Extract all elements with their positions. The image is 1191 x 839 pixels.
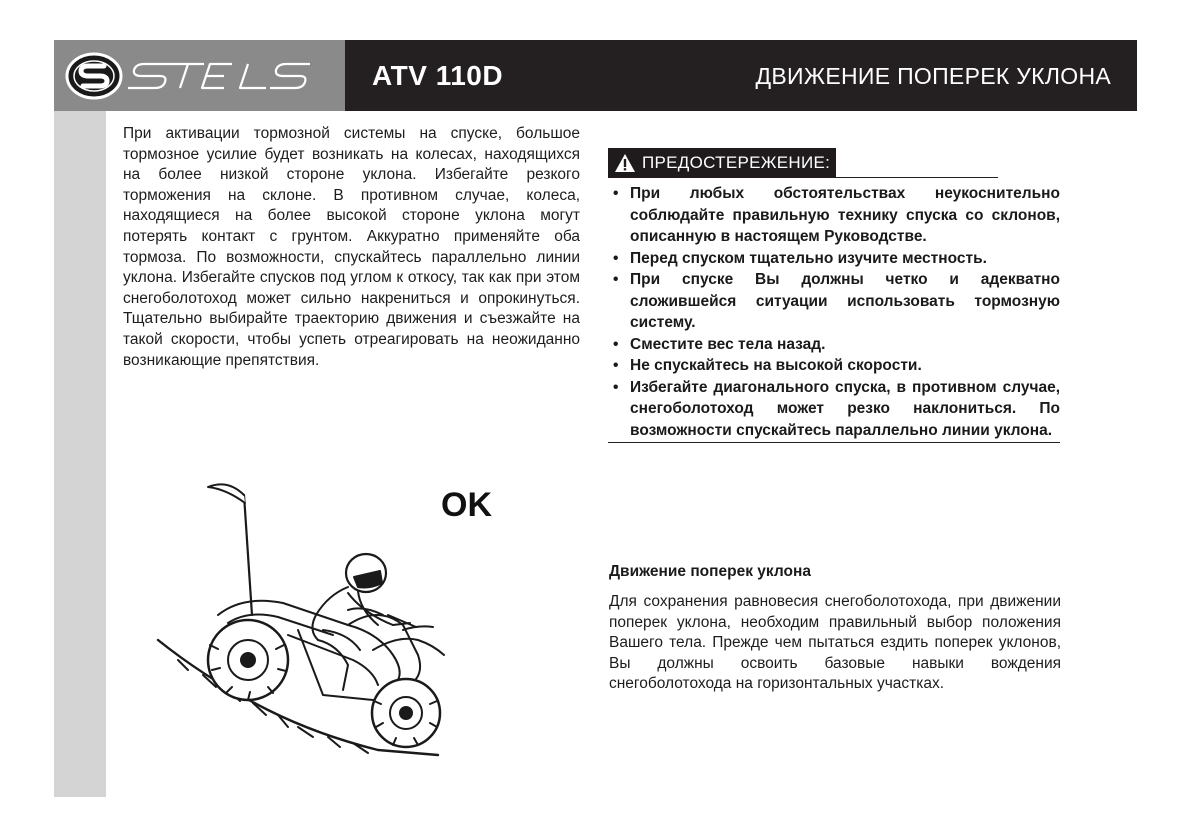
atv-slope-illustration — [148, 465, 448, 765]
ok-label: OK — [441, 486, 492, 524]
warning-item: • Не спускайтесь на высокой скорости. — [608, 355, 1060, 377]
warning-list — [608, 183, 1060, 443]
warning-item: • Перед спуском тщательно изучите местность. — [608, 248, 1060, 270]
warning-item: • При спуске Вы должны четко и адекватно сложившейся ситуации использовать тормозную систему. — [608, 269, 1060, 334]
warning-item: • Сместите вес тела назад. — [608, 334, 1060, 356]
warning-item: • При любых обстоятельствах неукоснительно соблюдайте правильную технику спуска со склонов, описанную в настоящем Руководстве. — [608, 183, 1060, 248]
warning-header — [608, 148, 998, 178]
subsection-heading: Движение поперек уклона — [609, 563, 811, 580]
warning-triangle-icon — [614, 153, 636, 173]
warning-underline — [836, 176, 998, 178]
intro-paragraph: При активации тормозной системы на спуске, большое тормозное усилие будет возникать на колесах, находящихся на более низкой стороне уклона. Избегайте резкого торможения на склоне. В противном случае, колеса, находящиеся на более высокой стороне уклона могут потерять контакт с грунтом. Аккуратно применяйте оба тормоза. По возможности, спускайтесь параллельно линии уклона. Избегайте спусков под углом к откосу, так как при этом снегоболотоход может сильно накрениться и опрокинуться. Тщательно выбирайте траекторию движения и съезжайте на такой скорости, чтобы успеть отреагировать на неожиданно возникающие препятствия. — [123, 125, 580, 369]
stels-logo — [64, 50, 336, 102]
model-name: ATV 110D — [372, 60, 504, 91]
warning-title: ПРЕДОСТЕРЕЖЕНИЕ: — [642, 153, 831, 172]
section-title: ДВИЖЕНИЕ ПОПЕРЕК УКЛОНА — [755, 63, 1111, 89]
warning-item: • Избегайте диагонального спуска, в противном случае, снегоболотоход может резко наклониться. По возможности спускайтесь параллельно линии уклона. — [608, 377, 1060, 444]
subsection-paragraph: Для сохранения равновесия снегоболотохода, при движении поперек уклона, необходим правильный выбор положения Вашего тела. Прежде чем пытаться ездить поперек уклонов, Вы должны освоить базовые навыки вождения снегоболотохода на горизонтальных участках. — [609, 593, 1061, 693]
side-strip — [54, 111, 106, 797]
warning-title-box — [608, 148, 836, 178]
